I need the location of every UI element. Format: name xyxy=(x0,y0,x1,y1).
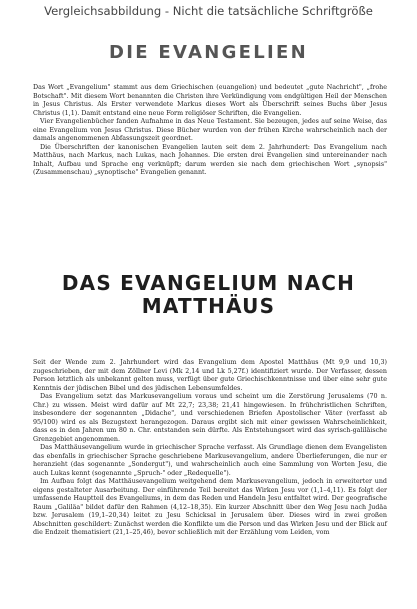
paragraph: Das Matthäusevangelium wurde in griechischer Sprache verfasst. Als Grundlage dienen dem Evangelisten das ebenfalls in griechischer Sprache geschriebene Markusevangelium, andere Überlieferungen, die nur er heranzieht (das sogenannte „Sondergut"), und wahrscheinlich auch eine Sammlung von Worten Jesu, die auch Lukas kennt (sogenannte „Spruch-" oder „Redequelle"). xyxy=(33,444,387,477)
section-evangelien-body xyxy=(33,84,387,178)
paragraph: Das Evangelium setzt das Markusevangelium voraus und scheint um die Zerstörung Jerusalems (70 n. Chr.) zu wissen. Meist wird dafür auf Mt 22,7; 23,38; 21,41 hingewiesen. In frühchristlichen Schriften, insbesondere der sogenannten „Didache", und verschiedenen Briefen Apostolischer Väter (verfasst ab 95/100) wird es als Bezugstext herangezogen. Daraus ergibt sich mit einer gewissen Wahrscheinlichkeit, dass es in den Jahren um 80 n. Chr. entstanden sein dürfte. Als Entstehungsort wird das syrisch-galiläische Grenzgebiet angenommen. xyxy=(33,393,387,443)
title-line: MATTHÄUS xyxy=(141,294,276,318)
paragraph: Das Wort „Evangelium" stammt aus dem Griechischen (euangelion) und bedeutet „gute Nachricht", „frohe Botschaft". Mit diesem Wort benannten die Christen ihre Verkündigung vom endgültigen Heil der Menschen in Jesus Christus. Als Erster verwendete Markus dieses Wort als Überschrift seines Buchs über Jesus Christus (1,1). Damit entstand eine neue Form religiöser Schriften, die Evangelien. xyxy=(33,84,387,117)
paragraph: Im Aufbau folgt das Matthäusevangelium weitgehend dem Markusevangelium, jedoch in erweiterter und eigens gestalteter Ausarbeitung. Der einführende Teil bereitet das Wirken Jesu vor (1,1–4,11). Es folgt der umfassende Hauptteil des Evangeliums, in dem das Reden und Handeln Jesu entfaltet wird. Der geografische Raum „Galiläa" bildet dafür den Rahmen (4,12–18,35). Ein kurzer Abschnitt über den Weg Jesu nach Judäa bzw. Jerusalem (19,1–20,34) leitet zu Jesu Schicksal in Jerusalem über. Dieses wird in zwei großen Abschnitten geschildert: Zunächst werden die Konflikte um die Person und das Wirken Jesu und der Blick auf die Endzeit thematisiert (21,1–25,46), bevor schließlich mit der Erzählung vom Leiden, vom xyxy=(33,478,387,536)
comparison-notice: Vergleichsabbildung - Nicht die tatsächliche Schriftgröße xyxy=(44,4,373,18)
paragraph: Vier Evangelienbücher fanden Aufnahme in das Neue Testament. Sie bezeugen, jedes auf seine Weise, das eine Evangelium von Jesus Christus. Diese Bücher wurden von der frühen Kirche wahrscheinlich nach der damals angenommenen Abfassungszeit geordnet. xyxy=(33,118,387,142)
title-line: DAS EVANGELIUM NACH xyxy=(61,271,356,295)
section-matthaeus-body xyxy=(33,359,387,538)
paragraph: Seit der Wende zum 2. Jahrhundert wird das Evangelium dem Apostel Matthäus (Mt 9,9 und 10,3) zugeschrieben, der mit dem Zöllner Levi (Mk 2,14 und Lk 5,27f.) identifiziert wurde. Der Verfasser, dessen Person letztlich als unbekannt gelten muss, verfügt über gute Griechischkenntnisse und über eine sehr gute Kenntnis der jüdischen Bibel und des jüdischen Lebensumfeldes. xyxy=(33,359,387,392)
section-heading-evangelien: DIE EVANGELIEN xyxy=(109,42,308,63)
paragraph: Die Überschriften der kanonischen Evangelien lauten seit dem 2. Jahrhundert: Das Evangelium nach Matthäus, nach Markus, nach Lukas, nach Johannes. Die ersten drei Evangelien sind untereinander nach Inhalt, Aufbau und Sprache eng verknüpft; darum werden sie nach dem griechischen Wort „synopsis" (Zusammenschau) „synoptische" Evangelien genannt. xyxy=(33,143,387,176)
section-title-matthaeus xyxy=(0,272,417,318)
